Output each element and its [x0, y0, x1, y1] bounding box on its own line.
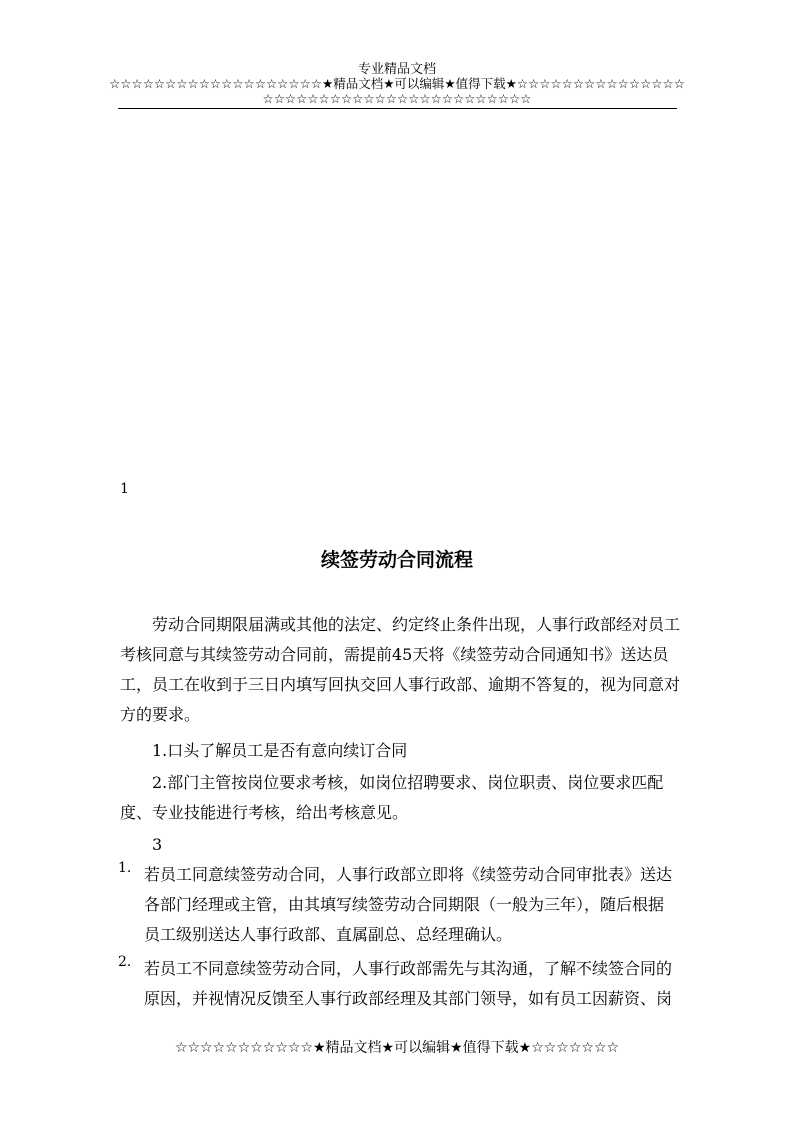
header-star-banner: ☆☆☆☆☆☆☆☆☆☆☆☆☆☆☆☆☆☆☆★精品文档★可以编辑★值得下载★☆☆☆☆☆☆☆☆☆☆☆☆☆☆☆ — [109, 76, 685, 91]
document-title: 续签劳动合同流程 — [320, 549, 473, 571]
list-item-text: 若员工不同意续签劳动合同，人事行政部需先与其沟通，了解不续签合同的原因，并视情况反馈至人事行政部经理及其部门领导，如有员工因薪资、岗 — [144, 959, 673, 1008]
page-number: 1 — [120, 481, 129, 497]
list-item-text: 若员工同意续签劳动合同，人事行政部立即将《续签劳动合同审批表》送达各部门经理或主管，由其填写续签劳动合同期限（一般为三年），随后根据员工级别送达人事行政部、直属副总、总经理确认。 — [144, 865, 673, 944]
header-divider — [118, 108, 677, 109]
footer-star-banner: ☆☆☆☆☆☆☆☆☆☆☆★精品文档★可以编辑★值得下载★☆☆☆☆☆☆☆ — [174, 1040, 620, 1056]
step-2-text: 2.部门主管按岗位要求考核，如岗位招聘要求、岗位职责、岗位要求匹配度、专业技能进行考核，给出考核意见。 — [120, 773, 664, 822]
step-1-text: 1.口头了解员工是否有意向续订合同 — [152, 741, 408, 760]
step-3-label: 3 — [152, 835, 163, 854]
list-item-number: 2. — [118, 954, 132, 970]
header-doc-label: 专业精品文档 — [357, 62, 436, 77]
header-star-line: ☆☆☆☆☆☆☆☆☆☆☆☆☆☆☆☆☆☆☆☆☆☆☆☆ — [262, 91, 532, 106]
intro-paragraph: 劳动合同期限届满或其他的法定、约定终止条件出现，人事行政部经对员工考核同意与其续签劳动合同前，需提前45天将《续签劳动合同通知书》送达员工，员工在收到于三日内填写回执交回人事行政部、逾期不答复的，视为同意对方的要求。 — [120, 615, 681, 724]
list-item-number: 1. — [118, 860, 132, 876]
